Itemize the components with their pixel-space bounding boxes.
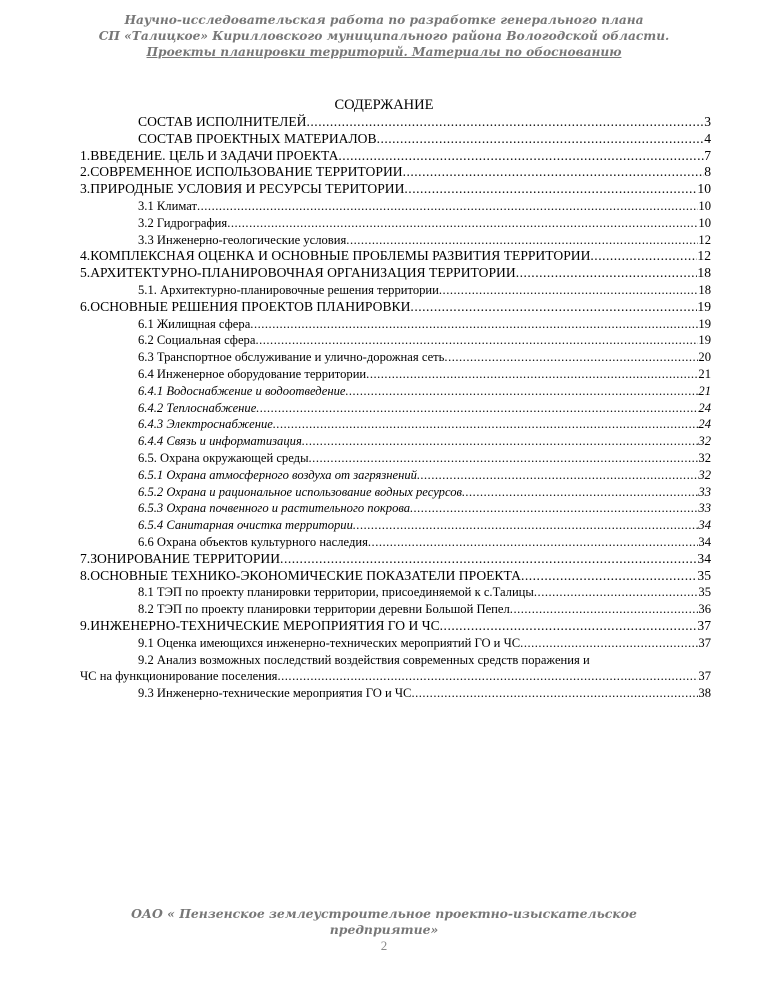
toc-leader-dots	[255, 332, 698, 349]
toc-page-number: 19	[698, 316, 711, 331]
toc-leader-dots	[520, 635, 698, 652]
toc-page-number: 21	[698, 366, 711, 381]
toc-entry[interactable]	[80, 299, 711, 316]
toc-entry[interactable]	[80, 265, 711, 282]
toc-entry[interactable]	[80, 198, 711, 215]
toc-entry-text: 6.4.3 Электроснабжение	[138, 417, 273, 432]
toc-entry[interactable]	[80, 114, 711, 131]
toc-leader-dots	[309, 450, 699, 467]
toc-leader-dots	[439, 282, 699, 299]
toc-leader-dots	[273, 416, 699, 433]
page-footer	[0, 906, 768, 938]
toc-page-number: 32	[698, 450, 711, 465]
toc-entry[interactable]	[80, 232, 711, 249]
toc-page-number: 24	[698, 417, 711, 432]
toc-leader-dots	[417, 467, 698, 484]
toc-leader-dots	[277, 668, 698, 685]
toc-page-number: 35	[698, 585, 711, 600]
toc-entry-text: ЧС на функционирование поселения	[80, 669, 278, 684]
page-header	[0, 12, 768, 60]
toc-page-number: 7	[704, 147, 711, 163]
toc-entry-text: 6.3 Транспортное обслуживание и улично-дорожная сеть	[138, 350, 445, 365]
toc-page-number: 19	[697, 298, 711, 314]
toc-entry[interactable]	[80, 517, 711, 534]
toc-leader-dots	[366, 366, 698, 383]
toc-entry-text: 8.ОСНОВНЫЕ ТЕХНИКО-ЭКОНОМИЧЕСКИЕ ПОКАЗАТЕЛИ ПРОЕКТА	[80, 567, 521, 583]
toc-entry[interactable]	[80, 416, 711, 433]
toc-entry-text: 6.4.2 Теплоснабжение	[138, 400, 257, 415]
toc-leader-dots	[410, 500, 698, 517]
toc-title: СОДЕРЖАНИЕ	[334, 97, 434, 113]
toc-leader-dots	[280, 551, 697, 568]
toc-leader-dots	[404, 181, 697, 198]
toc-entry[interactable]	[80, 450, 711, 467]
toc-leader-dots	[521, 568, 697, 585]
page-number: 2	[380, 938, 388, 953]
toc-entry[interactable]	[80, 248, 711, 265]
toc-entry-text: 1.ВВЕДЕНИЕ. ЦЕЛЬ И ЗАДАЧИ ПРОЕКТА	[80, 147, 339, 163]
toc-leader-dots	[410, 299, 697, 316]
toc-entry-text: 9.3 Инженерно-технические мероприятия ГО и ЧС	[138, 686, 412, 701]
toc-entry-text: 4.КОМПЛЕКСНАЯ ОЦЕНКА И ОСНОВНЫЕ ПРОБЛЕМЫ РАЗВИТИЯ ТЕРРИТОРИИ	[80, 248, 591, 264]
toc-page-number: 34	[698, 518, 711, 533]
header-line-2: СП «Талицкое» Кирилловского муниципального района Вологодской области.	[98, 29, 670, 43]
toc-entry[interactable]	[80, 131, 711, 148]
toc-leader-dots	[302, 433, 699, 450]
toc-leader-dots	[256, 400, 698, 417]
toc-entry-text: 2.СОВРЕМЕННОЕ ИСПОЛЬЗОВАНИЕ ТЕРРИТОРИИ	[80, 164, 403, 180]
toc-entry-text: 3.ПРИРОДНЫЕ УСЛОВИЯ И РЕСУРСЫ ТЕРИТОРИИ	[80, 181, 405, 197]
toc-leader-dots	[353, 517, 699, 534]
toc-leader-dots	[403, 164, 705, 181]
toc-entry-text: СОСТАВ ИСПОЛНИТЕЛЕЙ	[138, 114, 307, 129]
toc-entry-text: 3.3 Инженерно-геологические условия	[138, 232, 347, 247]
toc-entry[interactable]	[80, 601, 711, 618]
toc-page-number: 10	[698, 215, 711, 230]
toc-entry[interactable]	[80, 551, 711, 568]
toc-entry[interactable]	[80, 467, 711, 484]
toc-leader-dots	[346, 232, 698, 249]
footer-line-1: ОАО « Пензенское землеустроительное проектно-изыскательское	[131, 906, 637, 921]
toc-page-number: 12	[697, 248, 711, 264]
toc-leader-dots	[377, 131, 705, 148]
toc-entry-text: 9.2 Анализ возможных последствий воздействия современных средств поражения и	[138, 652, 590, 667]
toc-page-number: 32	[698, 467, 711, 482]
toc-entry-text: 8.2 ТЭП по проекту планировки территории деревни Большой Пепел	[138, 602, 510, 617]
toc-entry[interactable]	[80, 534, 711, 551]
toc-entry-text: 7.ЗОНИРОВАНИЕ ТЕРРИТОРИИ	[80, 550, 281, 566]
toc-page-number: 12	[698, 232, 711, 247]
toc-entry-text: 9.ИНЖЕНЕРНО-ТЕХНИЧЕСКИЕ МЕРОПРИЯТИЯ ГО И ЧС	[80, 617, 440, 633]
footer-line-2: предприятие»	[329, 922, 439, 937]
toc-page-number: 10	[697, 181, 711, 197]
toc-entry[interactable]	[80, 400, 711, 417]
toc-page-number: 34	[697, 550, 711, 566]
toc-page-number: 33	[698, 484, 711, 499]
toc-page-number: 37	[698, 635, 711, 650]
toc-entry[interactable]	[80, 349, 711, 366]
toc-page-number: 36	[698, 602, 711, 617]
toc-leader-dots	[440, 618, 698, 635]
toc-entry-text: 3.2 Гидрография	[138, 215, 228, 230]
toc-entry-text: 9.1 Оценка имеющихся инженерно-технических мероприятий ГО и ЧС	[138, 635, 521, 650]
toc-page-number: 33	[698, 501, 711, 516]
toc-entry[interactable]	[80, 584, 711, 601]
toc-entry-text: 5.1. Архитектурно-планировочные решения территории	[138, 282, 439, 297]
toc-page-number: 3	[704, 114, 711, 129]
toc-entry[interactable]	[80, 685, 711, 702]
toc-entry-text: 6.5.2 Охрана и рациональное использование водных ресурсов	[138, 484, 462, 499]
toc-entry[interactable]	[80, 500, 711, 517]
toc-entry[interactable]	[80, 635, 711, 652]
toc-entry-text: 6.4.4 Связь и информатизация	[138, 434, 302, 449]
toc-entry-text: 6.ОСНОВНЫЕ РЕШЕНИЯ ПРОЕКТОВ ПЛАНИРОВКИ	[80, 298, 411, 314]
toc-leader-dots	[307, 114, 705, 131]
toc-page-number: 24	[698, 400, 711, 415]
toc-entry-text: СОСТАВ ПРОЕКТНЫХ МАТЕРИАЛОВ	[138, 130, 377, 146]
toc-entry[interactable]	[80, 618, 711, 635]
toc-entry-text: 8.1 ТЭП по проекту планировки территории, присоединяемой к с.Талицы	[138, 585, 534, 600]
toc-page-number: 34	[698, 534, 711, 549]
header-line-1: Научно-исследовательская работа по разработке генерального плана	[124, 13, 644, 27]
toc-entry[interactable]	[80, 164, 711, 181]
toc-leader-dots	[197, 198, 698, 215]
toc-entry-text: 6.4 Инженерное оборудование территории	[138, 366, 367, 381]
toc-entry[interactable]	[80, 316, 711, 333]
toc-leader-dots	[510, 601, 699, 618]
toc-entry[interactable]	[80, 484, 711, 501]
toc-entry[interactable]	[80, 181, 711, 198]
toc-page-number: 4	[704, 130, 711, 146]
toc-entry[interactable]	[80, 433, 711, 450]
toc-entry-text: 6.5.1 Охрана атмосферного воздуха от загрязнений	[138, 467, 417, 482]
toc-leader-dots	[338, 148, 704, 165]
table-of-contents	[80, 114, 711, 702]
toc-entry[interactable]	[80, 668, 711, 685]
toc-leader-dots	[534, 584, 699, 601]
toc-leader-dots	[590, 248, 697, 265]
toc-page-number: 38	[698, 686, 711, 701]
toc-entry[interactable]	[80, 366, 711, 383]
toc-entry[interactable]	[80, 148, 711, 165]
toc-entry-text: 3.1 Климат	[138, 198, 197, 213]
toc-entry-text: 6.2 Социальная сфера	[138, 333, 256, 348]
header-line-3: Проекты планировки территорий. Материалы по обоснованию	[146, 45, 622, 59]
toc-page-number: 21	[698, 383, 711, 398]
toc-entry-text: 5.АРХИТЕКТУРНО-ПЛАНИРОВОЧНАЯ ОРГАНИЗАЦИЯ ТЕРРИТОРИИ	[80, 265, 516, 281]
toc-page-number: 37	[698, 669, 711, 684]
toc-entry[interactable]	[80, 383, 711, 400]
toc-entry[interactable]	[80, 332, 711, 349]
toc-entry-text: 6.5. Охрана окружающей среды	[138, 450, 309, 465]
toc-page-number: 32	[698, 434, 711, 449]
toc-entry-text: 6.1 Жилищная сфера	[138, 316, 251, 331]
toc-leader-dots	[368, 534, 699, 551]
toc-page-number: 20	[698, 350, 711, 365]
toc-page-number: 10	[698, 198, 711, 213]
toc-page-number: 37	[697, 617, 711, 633]
toc-leader-dots	[462, 484, 698, 501]
toc-page-number: 19	[698, 333, 711, 348]
toc-entry-text: 6.6 Охрана объектов культурного наследия	[138, 534, 368, 549]
toc-page-number: 18	[697, 265, 711, 281]
toc-page-number: 8	[704, 164, 711, 180]
toc-leader-dots	[444, 349, 698, 366]
toc-leader-dots	[411, 685, 698, 702]
toc-leader-dots	[516, 265, 698, 282]
toc-page-number: 35	[697, 567, 711, 583]
toc-entry-text: 6.4.1 Водоснабжение и водоотведение	[138, 383, 346, 398]
toc-leader-dots	[227, 215, 698, 232]
toc-entry[interactable]	[80, 282, 711, 299]
toc-entry[interactable]	[80, 215, 711, 232]
toc-entry[interactable]	[80, 568, 711, 585]
toc-page-number: 18	[698, 282, 711, 297]
toc-leader-dots	[250, 316, 698, 333]
toc-entry-text: 6.5.3 Охрана почвенного и растительного покрова	[138, 501, 411, 516]
toc-leader-dots	[345, 383, 698, 400]
toc-entry-text: 6.5.4 Санитарная очистка территории	[138, 518, 353, 533]
